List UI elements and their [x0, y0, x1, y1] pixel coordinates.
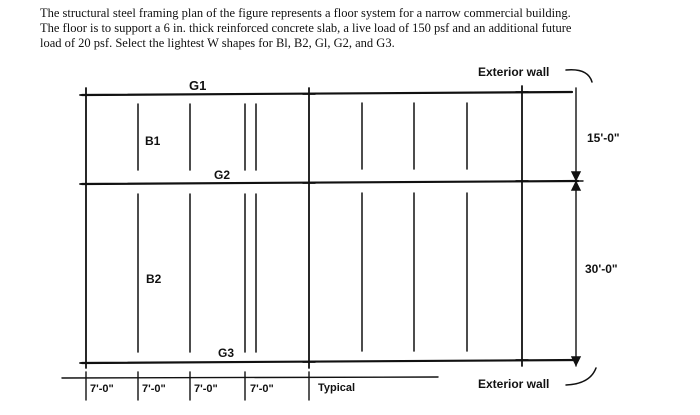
right-dimension-line — [569, 88, 583, 366]
typical-label: Typical — [318, 382, 356, 394]
girder-g2-label: G2 — [214, 168, 231, 182]
beam-spacing-label-4: 7'-0" — [250, 383, 274, 395]
dim-top-span-label: 15'-0" — [587, 131, 620, 145]
beams-upper-bay — [138, 103, 467, 170]
problem-line-3: load of 20 psf. Select the lightest W shapes for Bl, B2, Gl, G2, and G3. — [40, 36, 395, 50]
exterior-wall-bottom-leader — [566, 368, 596, 385]
exterior-wall-bottom-label: Exterior wall — [478, 377, 550, 391]
beam-spacing-label-1: 7'-0" — [90, 383, 114, 395]
column-lines — [80, 86, 528, 368]
girder-g3-line — [82, 360, 578, 363]
girder-g1-label: G1 — [189, 78, 207, 93]
beam-spacing-label-2: 7'-0" — [142, 383, 166, 395]
beam-b2-label: B2 — [146, 272, 162, 286]
problem-line-1: The structural steel framing plan of the figure represents a floor system for a narrow commercial building. — [40, 6, 571, 20]
beam-b1-label: B1 — [145, 134, 161, 148]
girder-g2-line — [82, 181, 578, 184]
girder-g1-line — [82, 92, 572, 95]
girder-g3-label: G3 — [218, 346, 235, 360]
beams-lower-bay — [138, 193, 467, 352]
exterior-wall-top-label: Exterior wall — [478, 65, 550, 79]
dim-bottom-span-label: 30'-0" — [585, 262, 618, 276]
problem-line-2: The floor is to support a 6 in. thick reinforced concrete slab, a live load of 150 psf and an additional future — [40, 21, 572, 35]
beam-spacing-label-3: 7'-0" — [194, 383, 218, 395]
exterior-wall-top-leader — [566, 70, 592, 82]
